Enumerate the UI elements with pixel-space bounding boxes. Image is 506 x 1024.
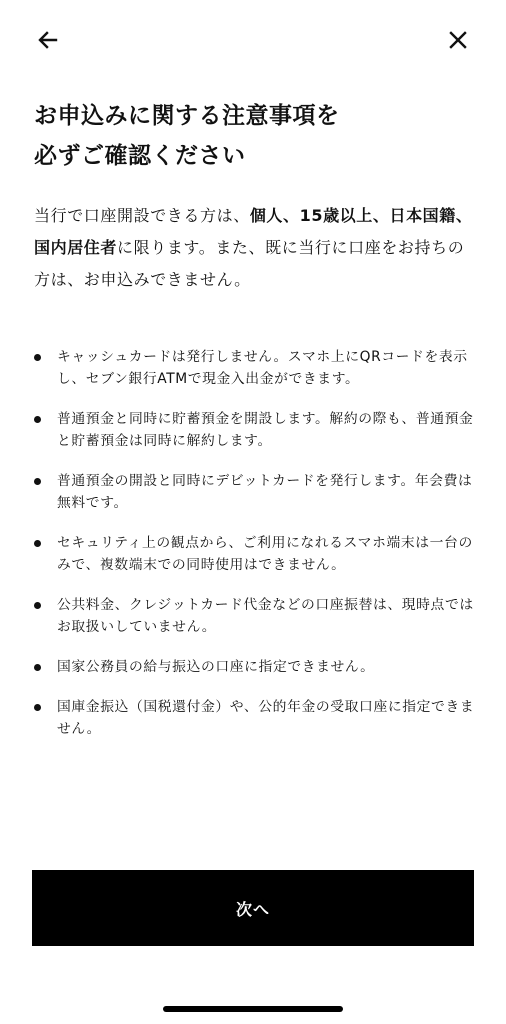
list-item xyxy=(34,532,479,576)
page-title-line2: 必ずご確認ください xyxy=(34,143,246,169)
bullet-icon xyxy=(34,704,41,711)
arrow-left-icon xyxy=(36,28,60,52)
list-item xyxy=(34,470,479,514)
eligibility-text-part2: に限ります。また、既に当行に口座をお持ちの方は、お申込みできません。 xyxy=(34,238,465,289)
bullet-icon xyxy=(34,602,41,609)
page-title-line1: お申込みに関する注意事項を xyxy=(34,103,340,129)
note-text: キャッシュカードは発行しません。スマホ上にQRコードを表示し、セブン銀行ATMで現金入出金ができます。 xyxy=(57,349,468,387)
note-text: 国庫金振込（国税還付金）や、公的年金の受取口座に指定できません。 xyxy=(57,699,475,737)
eligibility-text-part1: 当行で口座開設できる方は、 xyxy=(34,206,250,225)
list-item xyxy=(34,594,479,638)
eligibility-requirements: 個人、15歳以上、日本国籍、国内居住者 xyxy=(34,206,473,257)
top-bar xyxy=(0,22,506,58)
eligibility-text xyxy=(34,200,479,296)
bullet-icon xyxy=(34,664,41,671)
note-text: 公共料金、クレジットカード代金などの口座振替は、現時点ではお取扱いしていません。 xyxy=(57,597,474,635)
note-text: 国家公務員の給与振込の口座に指定できません。 xyxy=(57,659,375,675)
close-icon xyxy=(446,28,470,52)
note-text: 普通預金と同時に貯蓄預金を開設します。解約の際も、普通預金と貯蓄預金は同時に解約します。 xyxy=(57,411,474,449)
notes-list xyxy=(34,346,479,758)
bullet-icon xyxy=(34,354,41,361)
close-button[interactable] xyxy=(440,22,476,58)
note-text: 普通預金の開設と同時にデビットカードを発行します。年会費は無料です。 xyxy=(57,473,473,511)
list-item xyxy=(34,656,479,678)
page-title xyxy=(34,96,474,176)
bullet-icon xyxy=(34,478,41,485)
back-button[interactable] xyxy=(30,22,66,58)
note-text: セキュリティ上の観点から、ご利用になれるスマホ端末は一台のみで、複数端末での同時使用はできません。 xyxy=(57,535,473,573)
list-item xyxy=(34,696,479,740)
bullet-icon xyxy=(34,416,41,423)
list-item xyxy=(34,408,479,452)
list-item xyxy=(34,346,479,390)
home-indicator[interactable] xyxy=(163,1006,343,1012)
next-button[interactable]: 次へ xyxy=(32,870,474,946)
bullet-icon xyxy=(34,540,41,547)
